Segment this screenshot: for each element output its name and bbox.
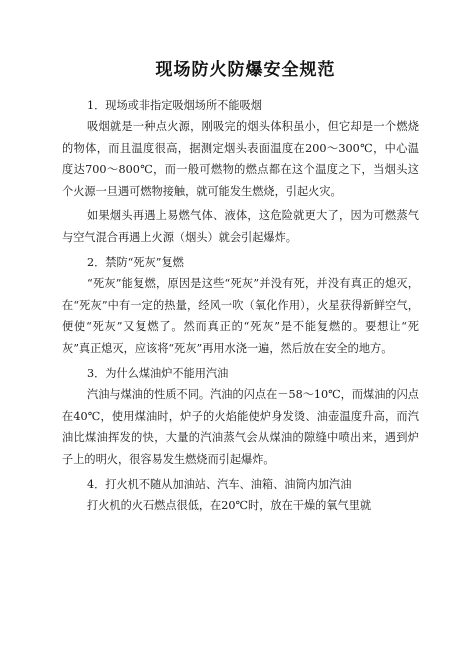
section-heading-3: 3．为什么煤油炉不能用汽油	[87, 367, 229, 380]
section-heading-4: 4．打火机不随从加油站、汽车、油箱、油筒内加汽油	[87, 478, 352, 491]
section-heading-1: 1．现场或非指定吸烟场所不能吸烟	[87, 99, 262, 112]
paragraph-4: 汽油与煤油的性质不同。汽油的闪点在－58～10℃，而煤油的闪点在40℃，使用煤油时，炉子的火焰能使炉身发烫、油壶温度升高，而汽油比煤油挥发的快，大量的汽油蒸气会从煤油的隙缝中喷出来，遇到炉子上的明火，很容易发生燃烧而引起爆炸。	[62, 388, 419, 466]
paragraph-5: 打火机的火石燃点很低，在20℃时，放在干燥的氧气里就	[87, 499, 372, 512]
paragraph-3: “死灰”能复燃，原因是这些“死灰”并没有死，并没有真正的熄灭，在“死灰”中有一定的热量，经风一吹（氧化作用），火星获得新鲜空气，便使“死灰”又复燃了。然而真正的“死灰”是不能复燃的。要想让“死灰”真正熄灭，应该将“死灰”再用水浇一遍，然后放在安全的地方。	[62, 277, 419, 355]
document-title: 现场防火防爆安全规范	[155, 60, 336, 80]
section-heading-2: 2．禁防“死灰”复燃	[87, 256, 184, 269]
paragraph-1: 吸烟就是一种点火源，刚吸完的烟头体积虽小，但它却是一个燃烧的物体，而且温度很高，据测定烟头表面温度在200～300℃，中心温度达700～800℃，而一般可燃物的燃点都在这个温度之下，当烟头这个火源一旦遇可燃物接触，就可能发生燃烧，引起火灾。	[62, 120, 419, 198]
paragraph-2: 如果烟头再遇上易燃气体、液体，这危险就更大了，因为可燃蒸气与空气混合再遇上火源（烟头）就会引起爆炸。	[62, 209, 419, 244]
